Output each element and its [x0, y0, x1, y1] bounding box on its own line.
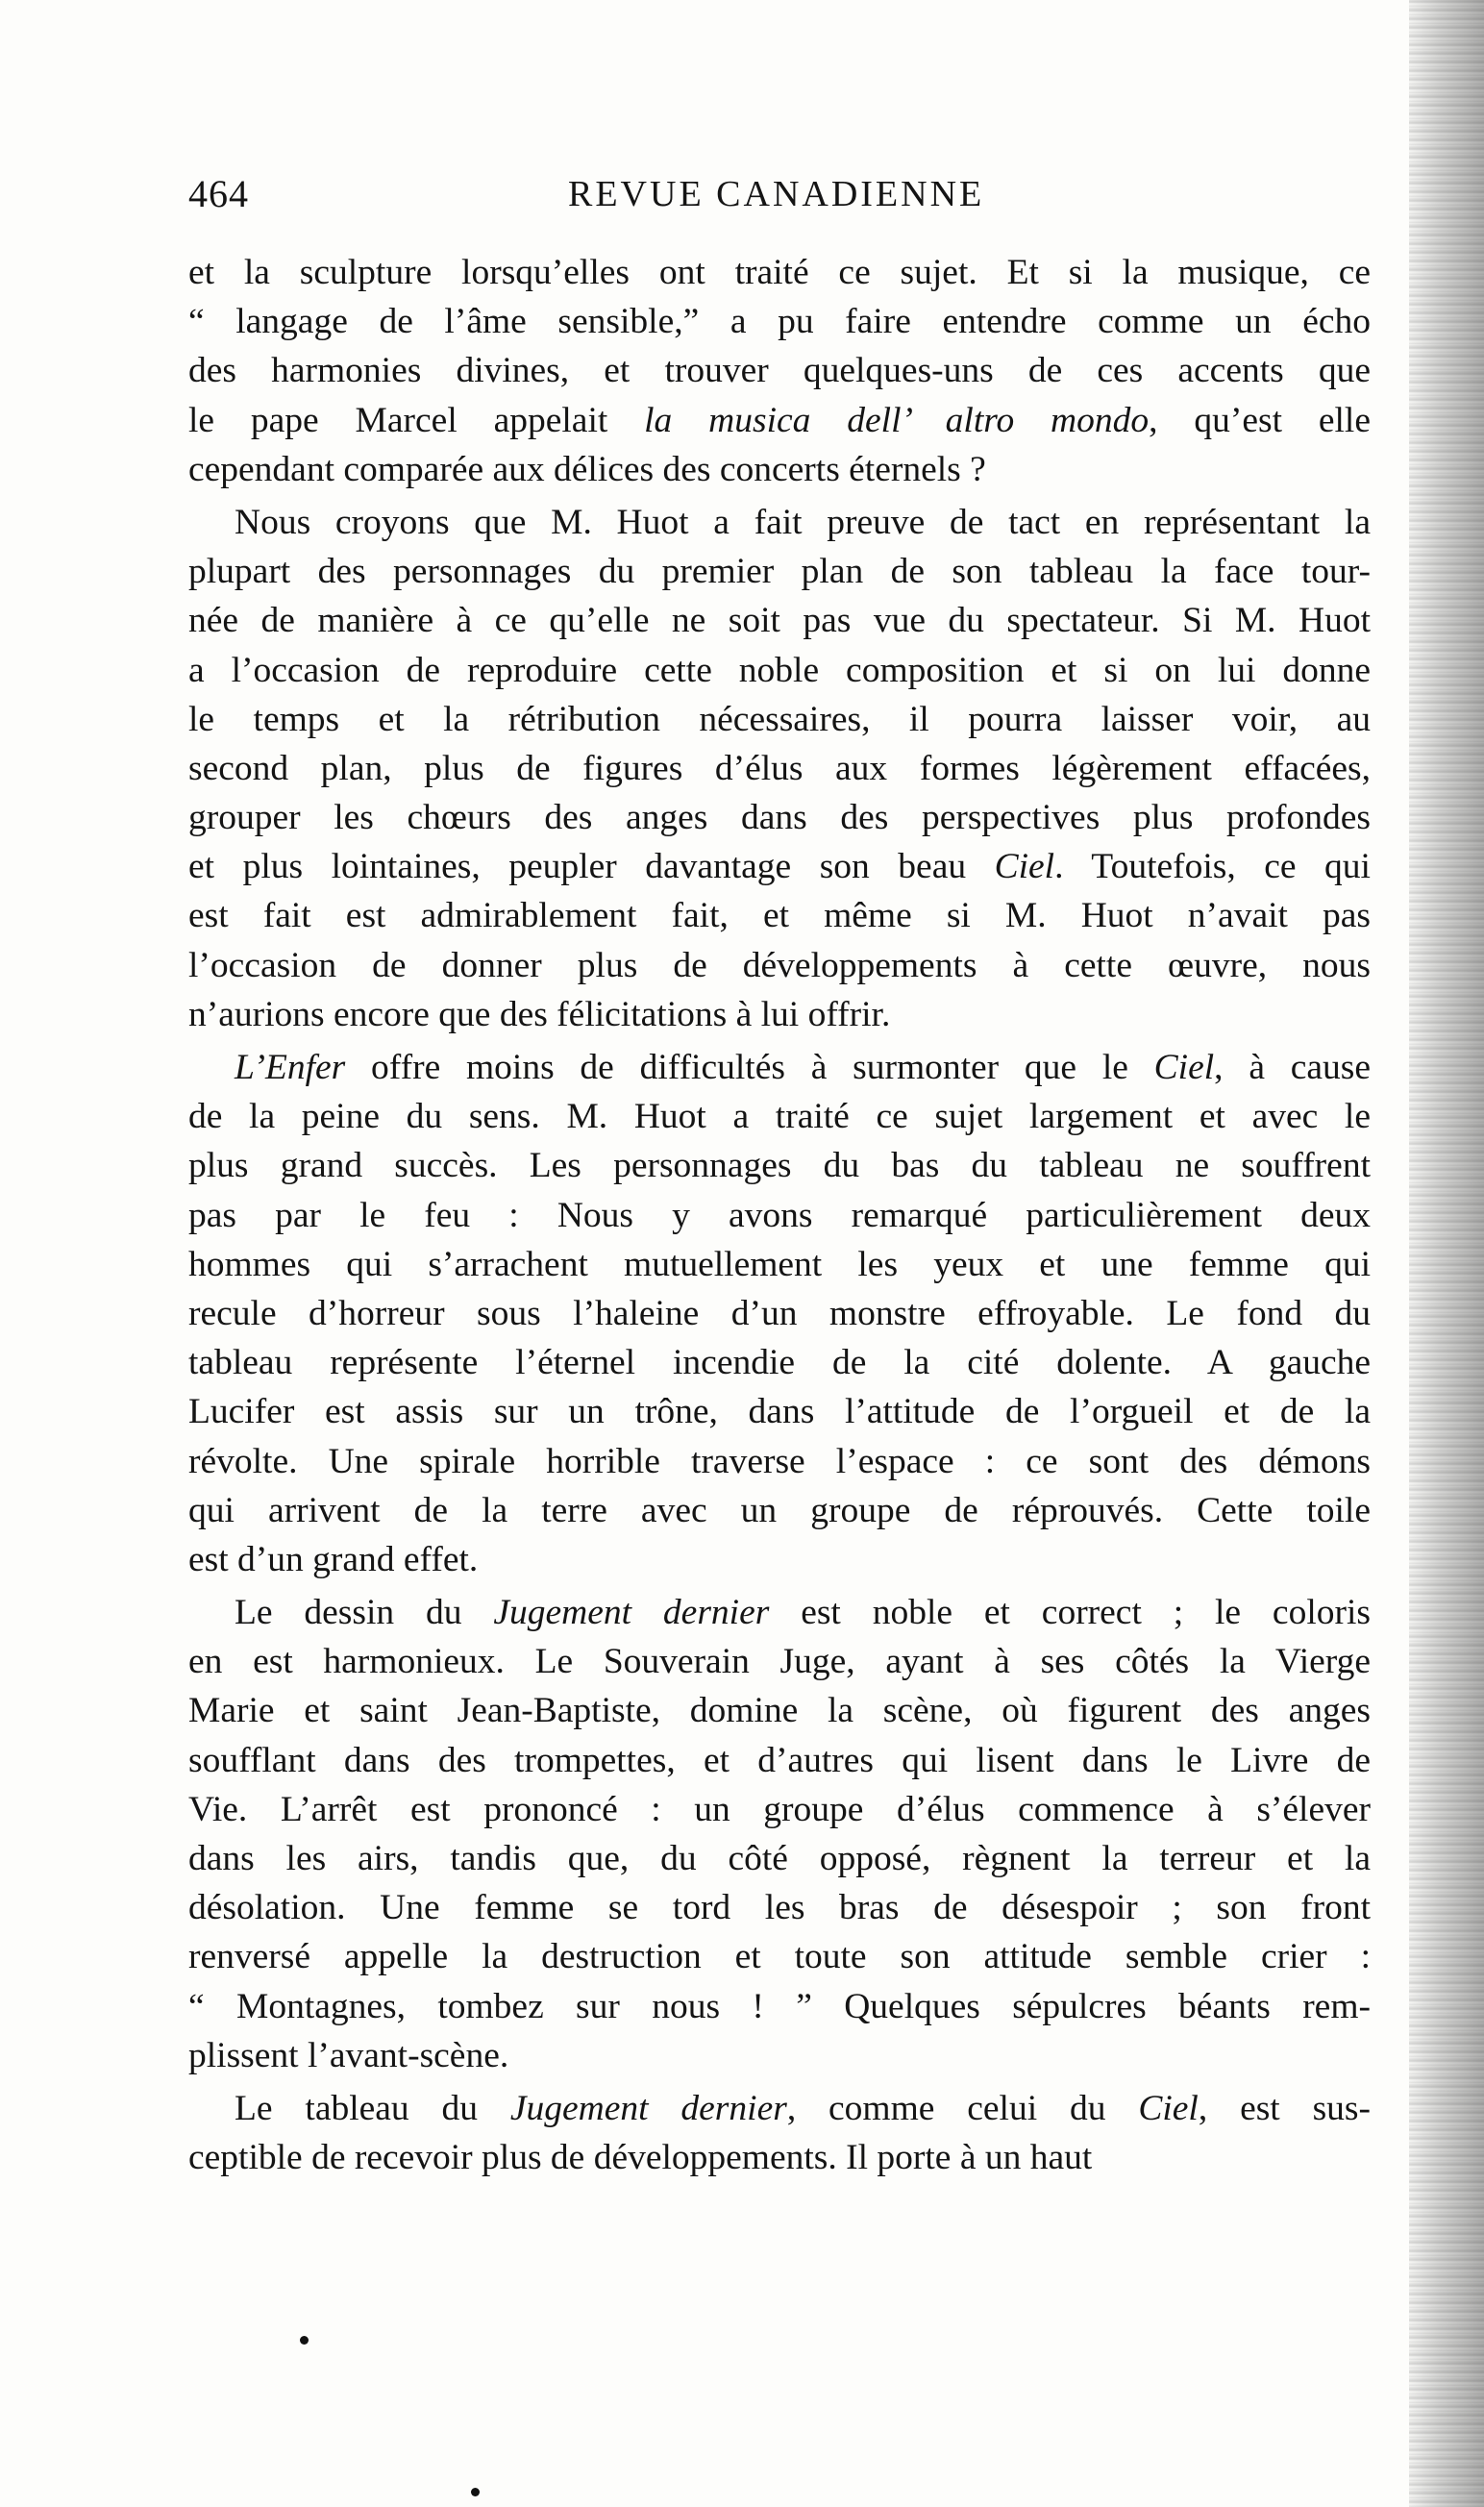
text-line: Le tableau du Jugement dernier, comme celui du Ciel, est sus-: [235, 2088, 1371, 2128]
text-line: Nous croyons que M. Huot a fait preuve de tact en représentant la: [235, 502, 1371, 542]
text-line: “ langage de l’âme sensible,” a pu faire entendre comme un écho: [188, 302, 1371, 342]
text-line: en est harmonieux. Le Souverain Juge, ayant à ses côtés la Vierge: [188, 1642, 1371, 1682]
text-line: Le dessin du Jugement dernier est noble et correct ; le coloris: [235, 1593, 1371, 1633]
text-line: révolte. Une spirale horrible traverse l’espace : ce sont des démons: [188, 1441, 1371, 1481]
text-line: recule d’horreur sous l’haleine d’un monstre effroyable. Le fond du: [188, 1293, 1371, 1333]
text-line: soufflant dans des trompettes, et d’autres qui lisent dans le Livre de: [188, 1740, 1371, 1780]
text-line: tableau représente l’éternel incendie de la cité dolente. A gauche: [188, 1343, 1371, 1383]
page-header: [188, 171, 1371, 229]
text-line: et plus lointaines, peupler davantage son beau Ciel. Toutefois, ce qui: [188, 847, 1371, 887]
text-line: “ Montagnes, tombez sur nous ! ” Quelques sépulcres béants rem-: [188, 1986, 1371, 2026]
text-line: cependant comparée aux délices des concerts éternels ?: [188, 449, 986, 489]
text-line: grouper les chœurs des anges dans des perspectives plus profondes: [188, 798, 1371, 838]
text-line: plus grand succès. Les personnages du bas du tableau ne souffrent: [188, 1146, 1371, 1186]
text-line: des harmonies divines, et trouver quelques-uns de ces accents que: [188, 351, 1371, 391]
text-line: née de manière à ce qu’elle ne soit pas vue du spectateur. Si M. Huot: [188, 601, 1371, 641]
text-line: est d’un grand effet.: [188, 1539, 479, 1579]
paragraph: [188, 248, 1371, 494]
text-line: le temps et la rétribution nécessaires, il pourra laisser voir, au: [188, 699, 1371, 739]
paragraph: [188, 1588, 1371, 2080]
text-line: second plan, plus de figures d’élus aux formes légèrement effacées,: [188, 748, 1371, 788]
scanned-page-edge-shadow: [1409, 0, 1484, 2507]
text-line: dans les airs, tandis que, du côté opposé, règnent la terreur et la: [188, 1839, 1371, 1878]
text-line: hommes qui s’arrachent mutuellement les yeux et une femme qui: [188, 1244, 1371, 1284]
text-line: plupart des personnages du premier plan de son tableau la face tour-: [188, 552, 1371, 592]
text-line: qui arrivent de la terre avec un groupe de réprouvés. Cette toile: [188, 1490, 1371, 1530]
scan-speck: [300, 2336, 309, 2345]
text-line: a l’occasion de reproduire cette noble composition et si on lui donne: [188, 650, 1371, 690]
text-line: désolation. Une femme se tord les bras de désespoir ; son front: [188, 1888, 1371, 1928]
text-line: Vie. L’arrêt est prononcé : un groupe d’élus commence à s’élever: [188, 1789, 1371, 1829]
text-line: le pape Marcel appelait la musica dell’ altro mondo, qu’est elle: [188, 400, 1371, 440]
text-line: L’Enfer offre moins de difficultés à surmonter que le Ciel, à cause: [235, 1048, 1371, 1087]
text-line: pas par le feu : Nous y avons remarqué particulièrement deux: [188, 1195, 1371, 1235]
text-line: est fait est admirablement fait, et même si M. Huot n’avait pas: [188, 896, 1371, 936]
body-text: [188, 248, 1371, 2182]
text-line: et la sculpture lorsqu’elles ont traité ce sujet. Et si la musique, ce: [188, 253, 1371, 292]
paragraph: [188, 1043, 1371, 1584]
text-line: de la peine du sens. M. Huot a traité ce sujet largement et avec le: [188, 1097, 1371, 1137]
text-line: renversé appelle la destruction et toute son attitude semble crier :: [188, 1937, 1371, 1977]
scan-speck: [471, 2488, 480, 2496]
page-number: 464: [188, 172, 249, 215]
text-line: plissent l’avant-scène.: [188, 2035, 509, 2075]
paragraph: [188, 498, 1371, 1039]
text-line: Marie et saint Jean-Baptiste, domine la scène, où figurent des anges: [188, 1691, 1371, 1731]
text-line: ceptible de recevoir plus de développements. Il porte à un haut: [188, 2138, 1093, 2178]
paragraph: [188, 2084, 1371, 2182]
running-head: REVUE CANADIENNE: [568, 174, 985, 214]
text-line: l’occasion de donner plus de développements à cette œuvre, nous: [188, 945, 1371, 985]
text-line: Lucifer est assis sur un trône, dans l’attitude de l’orgueil et de la: [188, 1392, 1371, 1432]
text-line: n’aurions encore que des félicitations à lui offrir.: [188, 994, 891, 1034]
